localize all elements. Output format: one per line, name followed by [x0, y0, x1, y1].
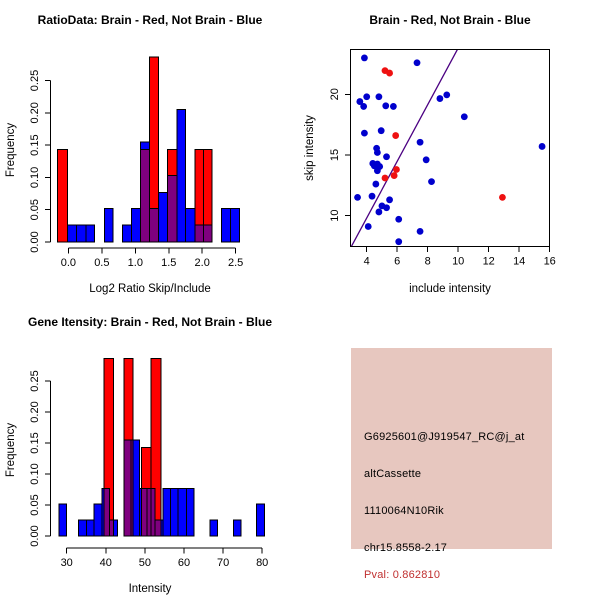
x-tick-label: 4 [363, 255, 370, 268]
x-tick-label: 0.5 [94, 257, 110, 269]
histogram-bar-blue [94, 504, 102, 536]
x-tick-label: 12 [482, 255, 495, 268]
x-tick-label: 70 [216, 557, 230, 569]
x-tick-label: 40 [99, 557, 112, 569]
x-axis-title: Log2 Ratio Skip/Include [89, 283, 211, 295]
histogram-bar-blue [210, 520, 217, 536]
scatter-point-blue [365, 223, 372, 230]
y-axis-title: Frequency [5, 422, 17, 478]
y-tick-label: 15 [329, 148, 341, 162]
histogram-bar-blue [177, 110, 186, 242]
histogram-bar-blue [230, 208, 239, 242]
scatter-point-red [382, 175, 389, 182]
y-tick-label: 0.10 [29, 463, 41, 485]
histogram-bar-blue [222, 208, 231, 242]
histogram-bar-blue [86, 520, 94, 536]
scatter-point-red [393, 166, 400, 173]
y-tick-label: 0.25 [29, 69, 41, 92]
gene-intensity-histogram-panel [0, 300, 300, 600]
scatter-point-blue [414, 59, 421, 66]
gene-info-box [351, 348, 552, 581]
y-tick-label: 0.15 [29, 134, 41, 156]
x-tick-label: 50 [138, 557, 152, 569]
pval-text: Pval: 0.862810 [364, 569, 441, 581]
x-axis-title: include intensity [409, 283, 491, 295]
ratio-histogram-panel [0, 0, 300, 300]
histogram-bar-blue [76, 225, 85, 242]
scatter-point-blue [363, 93, 370, 100]
scatter-point-red [391, 172, 398, 179]
y-tick-label: 0.00 [29, 231, 41, 253]
gene-symbol-text: 1110064N10Rik [364, 505, 444, 517]
histogram-bar-blue [68, 225, 77, 242]
histogram-bar-blue [257, 504, 265, 536]
scatter-point-blue [423, 156, 430, 163]
x-tick-label: 1.0 [127, 257, 143, 269]
scatter-point-blue [361, 130, 368, 137]
x-tick-label: 0.0 [60, 257, 77, 269]
fit-line [351, 49, 458, 247]
scatter-point-blue [376, 209, 383, 216]
y-tick-label: 0.05 [29, 494, 41, 516]
histogram-bar-overlap [155, 520, 161, 536]
x-tick-label: 14 [513, 255, 526, 268]
scatter-point-blue [372, 181, 379, 188]
histogram-bar-overlap [141, 488, 146, 536]
histogram-bar-blue [86, 225, 95, 242]
scatter-point-blue [417, 139, 424, 146]
x-axis-title: Intensity [128, 583, 172, 595]
histogram-bar-blue [123, 225, 132, 242]
scatter-point-blue [369, 193, 376, 200]
histogram-bar-overlap [151, 488, 155, 536]
x-tick-label: 2.0 [194, 257, 210, 269]
x-tick-label: 30 [60, 557, 73, 569]
y-tick-label: 0.25 [29, 370, 41, 392]
scatter-point-blue [437, 95, 444, 102]
y-tick-label: 0.20 [29, 401, 41, 423]
scatter-point-red [386, 70, 393, 77]
x-tick-label: 80 [256, 557, 269, 569]
chart-title: Gene Itensity: Brain - Red, Not Brain - Blue [27, 315, 273, 329]
scatter-point-blue [539, 143, 546, 150]
scatter-point-blue [443, 92, 450, 99]
y-tick-label: 0.05 [29, 198, 41, 221]
scatter-point-blue [354, 194, 361, 201]
intensity-scatter-panel [300, 0, 600, 300]
scatter-point-blue [461, 113, 468, 120]
histogram-bar-red [58, 150, 68, 242]
scatter-point-blue [386, 196, 393, 203]
y-tick-label: 0.20 [29, 102, 41, 124]
histogram-bar-overlap [124, 440, 131, 536]
x-tick-label: 6 [394, 255, 401, 268]
histogram-bar-blue [131, 208, 140, 242]
histogram-bar-overlap [195, 225, 204, 242]
scatter-point-blue [383, 153, 390, 160]
scatter-point-blue [361, 55, 368, 62]
plot-box [351, 50, 550, 247]
x-tick-label: 8 [424, 255, 431, 268]
scatter-point-blue [390, 103, 397, 110]
histogram-bar-overlap [110, 520, 114, 536]
x-tick-label: 60 [177, 557, 191, 569]
scatter-point-red [499, 194, 506, 201]
histogram-bar-blue [178, 488, 186, 536]
scatter-point-blue [395, 216, 402, 223]
locus-text: chr15.8558-2.17 [364, 542, 448, 554]
scatter-point-blue [428, 178, 435, 185]
y-axis-title: Frequency [5, 122, 17, 178]
scatter-point-blue [383, 204, 390, 211]
y-tick-label: 0.00 [29, 525, 41, 547]
histogram-bar-blue [186, 488, 194, 536]
histogram-bar-overlap [149, 208, 158, 242]
y-tick-label: 0.15 [29, 432, 41, 454]
scatter-point-blue [376, 93, 383, 100]
scatter-point-blue [374, 149, 381, 156]
scatter-point-blue [395, 238, 402, 245]
chart-title: Brain - Red, Not Brain - Blue [369, 13, 531, 27]
probe-id-text: G6925601@J919547_RC@j_at [364, 431, 525, 443]
chart-title: RatioData: Brain - Red, Not Brain - Blue [37, 13, 263, 27]
scatter-point-red [392, 132, 399, 139]
histogram-bar-blue [233, 520, 241, 536]
splice-type-text: altCassette [364, 468, 422, 480]
y-tick-label: 0.10 [29, 166, 41, 189]
scatter-point-blue [378, 127, 385, 134]
histogram-bar-blue [185, 208, 194, 242]
histogram-bar-blue [59, 504, 67, 536]
histogram-bar-overlap [167, 175, 176, 242]
histogram-bar-overlap [131, 440, 133, 536]
y-axis-title: skip intensity [304, 115, 316, 181]
histogram-bar-overlap [147, 488, 151, 536]
histogram-bar-blue [163, 488, 171, 536]
x-tick-label: 2.5 [228, 257, 244, 269]
histogram-bar-overlap [204, 225, 213, 242]
scatter-point-blue [382, 102, 389, 109]
histogram-bar-blue [171, 488, 178, 536]
scatter-point-blue [360, 103, 367, 110]
histogram-bar-overlap [104, 488, 110, 536]
y-tick-label: 10 [329, 209, 341, 222]
x-tick-label: 16 [543, 255, 556, 268]
histogram-bar-blue [78, 520, 86, 536]
scatter-point-blue [374, 167, 381, 174]
y-tick-label: 20 [329, 88, 341, 101]
histogram-bar-blue [105, 208, 114, 242]
scatter-point-blue [417, 228, 424, 235]
histogram-bar-overlap [141, 150, 150, 242]
histogram-bar-blue [159, 192, 168, 242]
x-tick-label: 1.5 [161, 257, 177, 269]
x-tick-label: 10 [452, 255, 465, 268]
